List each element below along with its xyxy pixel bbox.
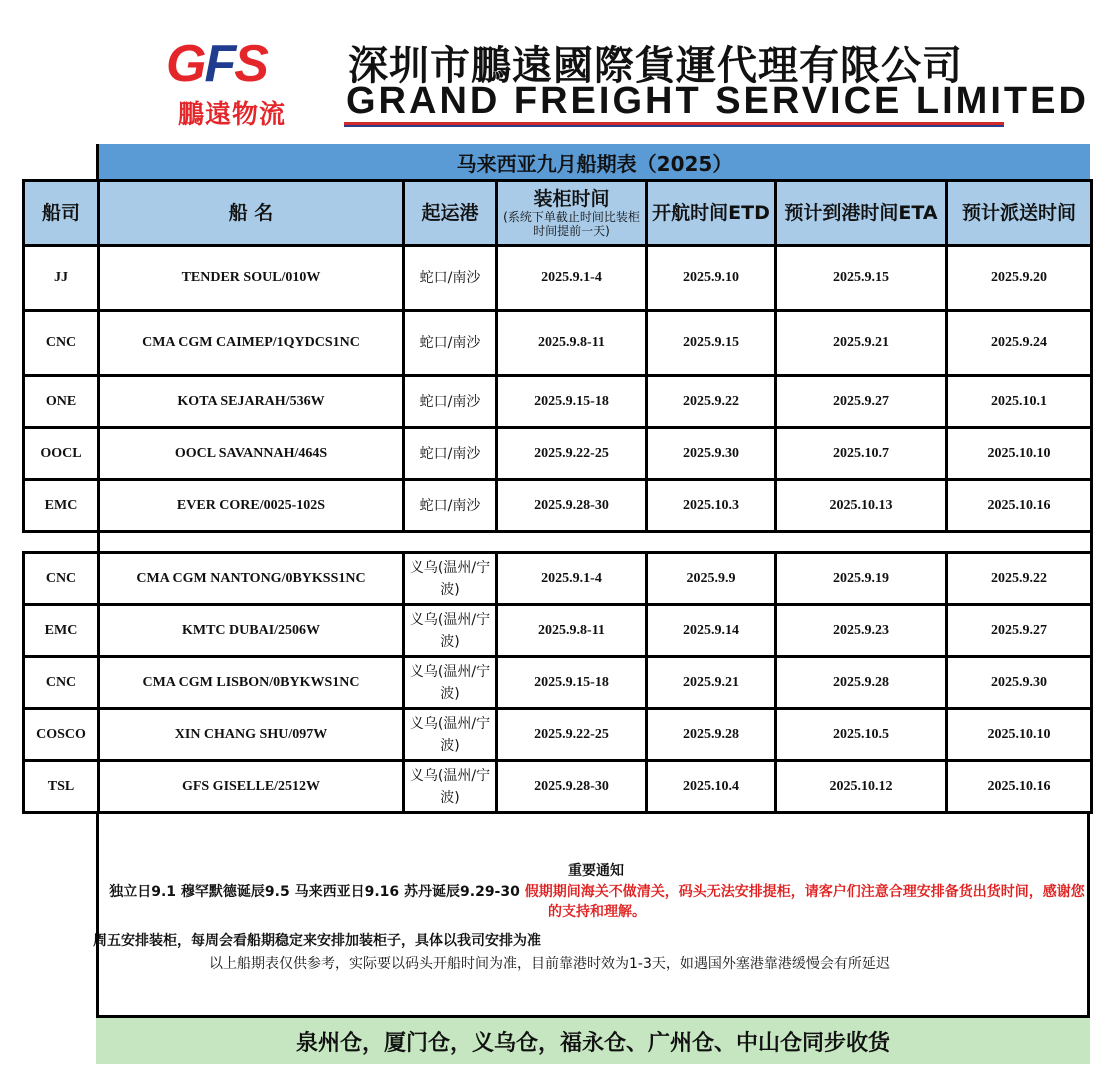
eta-cell: 2025.9.28 [776, 657, 947, 709]
col-header-eta: 预计到港时间ETA [776, 181, 947, 246]
loading-label: 装柜时间 [533, 188, 610, 210]
delivery-cell: 2025.10.10 [947, 709, 1092, 761]
vessel-cell: CMA CGM NANTONG/0BYKSS1NC [99, 553, 404, 605]
important-notice [93, 814, 1090, 1018]
loading-cell: 2025.9.22-25 [497, 709, 647, 761]
table-row [24, 657, 1092, 709]
port-cell: 义乌(温州/宁波) [404, 553, 497, 605]
delivery-cell: 2025.10.1 [947, 376, 1092, 428]
notice-disclaimer: 以上船期表仅供参考，实际要以码头开船时间为准，目前靠港时效为1-3天，如遇国外塞港靠港缓慢会有所延迟 [209, 956, 890, 972]
separator-cell [24, 532, 99, 553]
delivery-cell: 2025.10.16 [947, 761, 1092, 813]
col-header-vessel: 船 名 [99, 181, 404, 246]
port-cell: 蛇口/南沙 [404, 246, 497, 311]
eta-cell: 2025.9.19 [776, 553, 947, 605]
port-cell: 蛇口/南沙 [404, 311, 497, 376]
header-divider-blue [344, 125, 1004, 127]
etd-cell: 2025.9.15 [647, 311, 776, 376]
loading-cell: 2025.9.8-11 [497, 605, 647, 657]
loading-cell: 2025.9.22-25 [497, 428, 647, 480]
etd-cell: 2025.10.4 [647, 761, 776, 813]
group1-rows [24, 246, 1092, 553]
table-row [24, 376, 1092, 428]
table-row [24, 761, 1092, 813]
notice-loading-schedule: 周五安排装柜，每周会看船期稳定来安排加装柜子，具体以我司安排为准 [93, 933, 541, 949]
port-cell: 义乌(温州/宁波) [404, 761, 497, 813]
eta-cell: 2025.9.15 [776, 246, 947, 311]
logo-letters: GFS [166, 35, 267, 93]
etd-cell: 2025.9.30 [647, 428, 776, 480]
port-cell: 义乌(温州/宁波) [404, 709, 497, 761]
delivery-cell: 2025.9.30 [947, 657, 1092, 709]
table-row [24, 605, 1092, 657]
delivery-cell: 2025.10.10 [947, 428, 1092, 480]
eta-cell: 2025.10.12 [776, 761, 947, 813]
carrier-cell: CNC [24, 553, 99, 605]
table-row [24, 480, 1092, 532]
delivery-cell: 2025.10.16 [947, 480, 1092, 532]
loading-note: (系统下单截止时间比装柜时间提前一天) [503, 210, 640, 238]
port-cell: 蛇口/南沙 [404, 428, 497, 480]
vessel-cell: GFS GISELLE/2512W [99, 761, 404, 813]
carrier-cell: ONE [24, 376, 99, 428]
vessel-cell: CMA CGM CAIMEP/1QYDCS1NC [99, 311, 404, 376]
schedule-title: 马来西亚九月船期表（2025） [96, 144, 1090, 180]
port-cell: 义乌(温州/宁波) [404, 657, 497, 709]
schedule-table [22, 179, 1093, 814]
group2-rows [24, 553, 1092, 813]
etd-cell: 2025.9.9 [647, 553, 776, 605]
col-header-port: 起运港 [404, 181, 497, 246]
eta-cell: 2025.9.23 [776, 605, 947, 657]
eta-cell: 2025.10.7 [776, 428, 947, 480]
loading-cell: 2025.9.28-30 [497, 761, 647, 813]
table-row [24, 311, 1092, 376]
carrier-cell: TSL [24, 761, 99, 813]
port-cell: 义乌(温州/宁波) [404, 605, 497, 657]
table-row [24, 553, 1092, 605]
warehouse-footer: 泉州仓，厦门仓，义乌仓，福永仓、广州仓、中山仓同步收货 [96, 1018, 1090, 1064]
vessel-cell: KOTA SEJARAH/536W [99, 376, 404, 428]
eta-cell: 2025.9.27 [776, 376, 947, 428]
table-header-row [24, 181, 1092, 246]
notice-holidays [107, 882, 1087, 922]
table-row [24, 709, 1092, 761]
gfs-logo [160, 35, 330, 130]
carrier-cell: JJ [24, 246, 99, 311]
loading-cell: 2025.9.28-30 [497, 480, 647, 532]
delivery-cell: 2025.9.24 [947, 311, 1092, 376]
notice-title: 重要通知 [568, 863, 624, 879]
table-row [24, 428, 1092, 480]
col-header-loading [497, 181, 647, 246]
vessel-cell: TENDER SOUL/010W [99, 246, 404, 311]
vessel-cell: KMTC DUBAI/2506W [99, 605, 404, 657]
company-header [160, 30, 1089, 130]
col-header-delivery: 预计派送时间 [947, 181, 1092, 246]
carrier-cell: CNC [24, 311, 99, 376]
loading-cell: 2025.9.15-18 [497, 657, 647, 709]
col-header-carrier: 船司 [24, 181, 99, 246]
carrier-cell: COSCO [24, 709, 99, 761]
eta-cell: 2025.10.5 [776, 709, 947, 761]
holiday-warning: 假期期间海关不做清关，码头无法安排提柜，请客户们注意合理安排备货出货时间，感谢您的支持和理解。 [524, 884, 1085, 920]
delivery-cell: 2025.9.27 [947, 605, 1092, 657]
eta-cell: 2025.10.13 [776, 480, 947, 532]
carrier-cell: OOCL [24, 428, 99, 480]
group-separator-row [24, 532, 1092, 553]
delivery-cell: 2025.9.20 [947, 246, 1092, 311]
delivery-cell: 2025.9.22 [947, 553, 1092, 605]
port-cell: 蛇口/南沙 [404, 480, 497, 532]
etd-cell: 2025.10.3 [647, 480, 776, 532]
port-cell: 蛇口/南沙 [404, 376, 497, 428]
logo-chinese-text: 鵬遠物流 [178, 100, 287, 130]
company-name-english: GRAND FREIGHT SERVICE LIMITED [346, 80, 1089, 122]
separator-cell [99, 532, 1092, 553]
carrier-cell: CNC [24, 657, 99, 709]
etd-cell: 2025.9.22 [647, 376, 776, 428]
vessel-cell: XIN CHANG SHU/097W [99, 709, 404, 761]
company-name-chinese: 深圳市鵬遠國際貨運代理有限公司 [348, 43, 963, 89]
vessel-cell: CMA CGM LISBON/0BYKWS1NC [99, 657, 404, 709]
carrier-cell: EMC [24, 605, 99, 657]
etd-cell: 2025.9.28 [647, 709, 776, 761]
loading-cell: 2025.9.15-18 [497, 376, 647, 428]
etd-cell: 2025.9.10 [647, 246, 776, 311]
loading-cell: 2025.9.1-4 [497, 553, 647, 605]
loading-cell: 2025.9.1-4 [497, 246, 647, 311]
etd-cell: 2025.9.14 [647, 605, 776, 657]
loading-cell: 2025.9.8-11 [497, 311, 647, 376]
carrier-cell: EMC [24, 480, 99, 532]
col-header-etd: 开航时间ETD [647, 181, 776, 246]
table-row [24, 246, 1092, 311]
vessel-cell: OOCL SAVANNAH/464S [99, 428, 404, 480]
eta-cell: 2025.9.21 [776, 311, 947, 376]
etd-cell: 2025.9.21 [647, 657, 776, 709]
holiday-dates: 独立日9.1 穆罕默德诞辰9.5 马来西亚日9.16 苏丹诞辰9.29-30 [109, 884, 520, 900]
vessel-cell: EVER CORE/0025-102S [99, 480, 404, 532]
